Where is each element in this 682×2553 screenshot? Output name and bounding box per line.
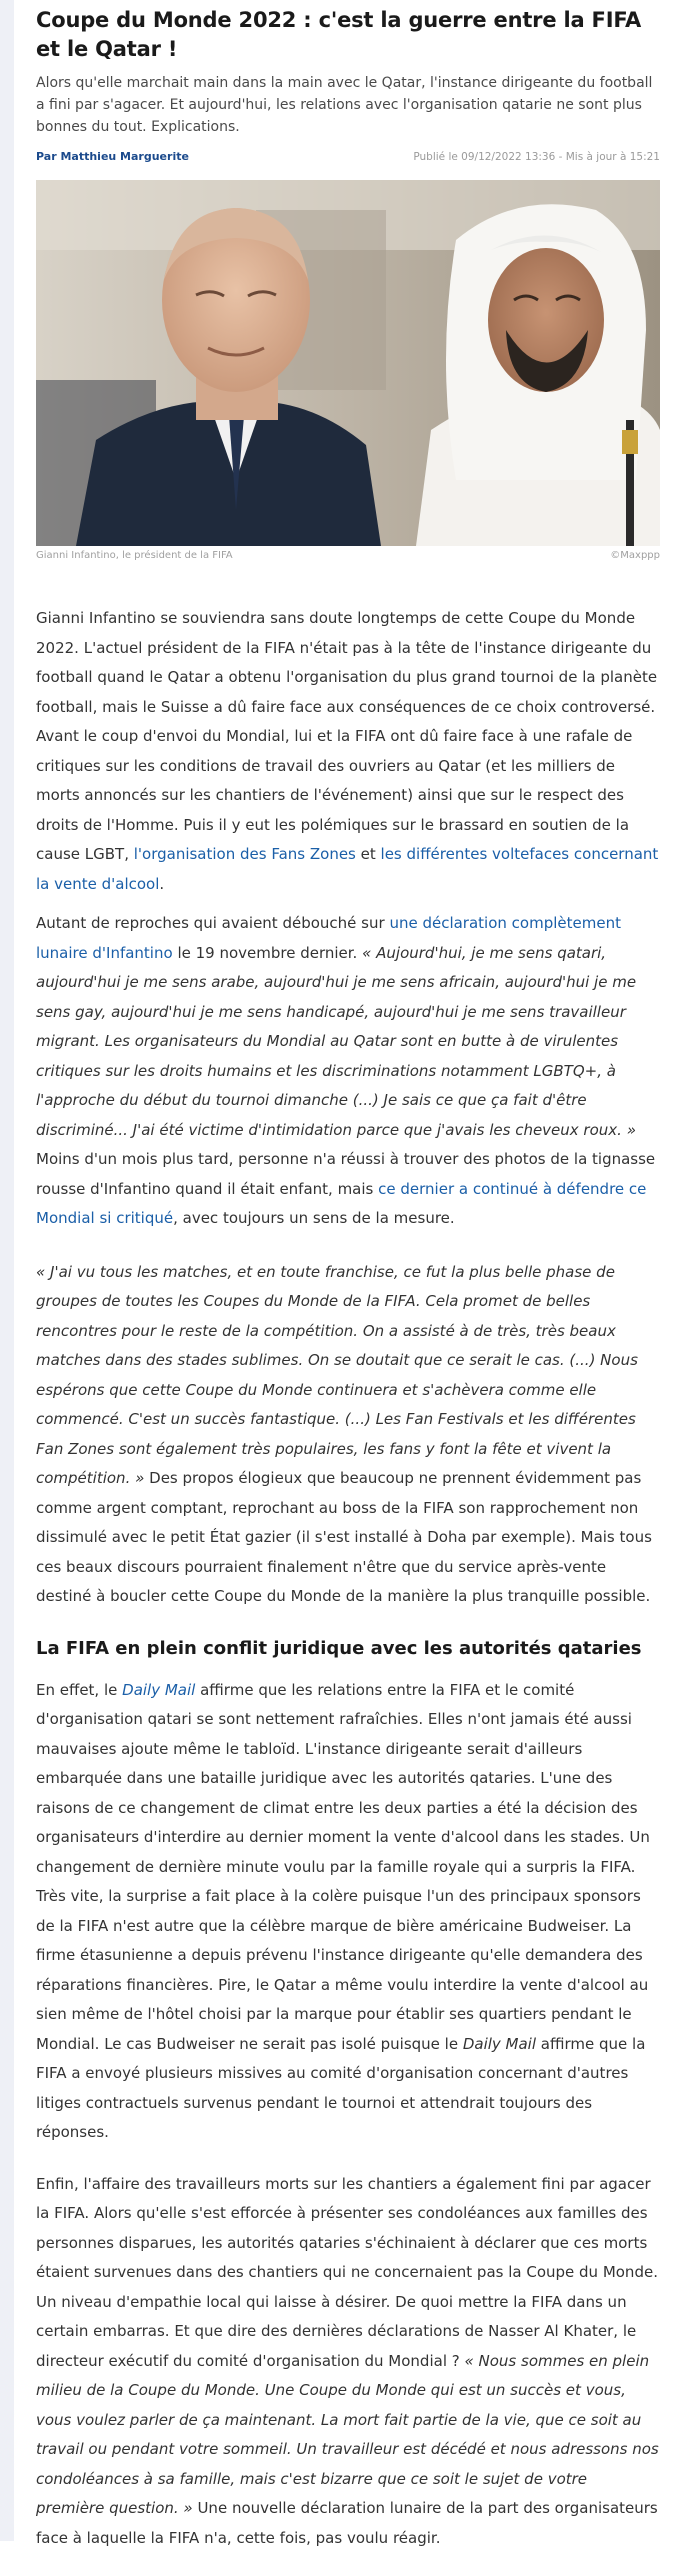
- hero-photo: [36, 180, 660, 546]
- link-daily-mail[interactable]: [122, 1681, 195, 1699]
- image-credit: ©Maxppp: [610, 550, 660, 564]
- al-khater-quote: « Nous sommes en plein milieu de la Coupe du Monde. Une Coupe du Monde qui est un succès et vous, vous voulez parler de ça maintenant. La mort fait partie de la vie, que ce soit au travail ou pendant votre sommeil. Un travailleur est décédé et nous adressons nos condoléances à sa famille, mais c'est bizarre que ce soit le sujet de votre première question. »: [36, 2352, 659, 2518]
- paragraph-4-text-b: affirme que les relations entre la FIFA et le comité d'organisation qatari se sont nettement rafraîchies. Elles n'ont jamais été aussi mauvaises ajoute même le tabloïd. L'instance dirigeante serait d'ailleurs embarquée dans une bataille juridique avec les autorités qataries. L'une des raisons de ce changement de climat entre les deux parties a été la décision des organisateurs d'interdire au dernier moment la vente d'alcool dans les stades. Un changement de dernière minute voulu par la famille royale qui a surpris la FIFA. Très vite, la surprise a fait place à la colère puisque l'un des principaux sponsors de la FIFA n'est autre que la célèbre marque de bière américaine Budweiser. La firme étasunienne a depuis prévenu l'instance dirigeante qu'elle demandera des réparations financières. Pire, le Qatar a même voulu interdire la vente d'alcool au sien même de l'hôtel choisi par la marque pour établir ses quartiers pendant le Mondial. Le cas Budweiser ne serait pas isolé puisque le: [36, 1681, 650, 2053]
- paragraph-4-text-c: affirme que la FIFA a envoyé plusieurs missives au comité d'organisation concernant d'autres litiges contractuels survenus pendant le tournoi et attendrait toujours des réponses.: [36, 2035, 645, 2142]
- paragraph-3-text: Des propos élogieux que beaucoup ne prennent évidemment pas comme argent comptant, reprochant au boss de la FIFA son rapprochement non dissimulé avec le petit État gazier (il s'est installé à Doha par exemple). Mais tous ces beaux discours pourraient finalement n'être que du service après-vente destiné à boucler cette Coupe du Monde de la manière la plus tranquille possible.: [36, 1469, 652, 1605]
- author-link[interactable]: Matthieu Marguerite: [60, 150, 188, 163]
- link-defended-world-cup[interactable]: ce dernier a continué à défendre ce Mondial si critiqué: [36, 1180, 646, 1228]
- paragraph-2-text-c: Moins d'un mois plus tard, personne n'a réussi à trouver des photos de la tignasse rousse d'Infantino quand il était enfant, mais: [36, 1150, 655, 1198]
- daily-mail-mention: Daily Mail: [463, 2035, 536, 2053]
- paragraph-3: [36, 1258, 660, 1612]
- article-lead: Alors qu'elle marchait main dans la main avec le Qatar, l'instance dirigeante du football a fini par s'agacer. Et aujourd'hui, les relations avec l'organisation qatarie ne sont plus bonnes du tout. Explications.: [36, 72, 660, 138]
- section-heading: La FIFA en plein conflit juridique avec les autorités qataries: [36, 1636, 660, 1662]
- paragraph-2-text-d: , avec toujours un sens de la mesure.: [173, 1209, 455, 1227]
- paragraph-5: [36, 2170, 660, 2553]
- image-caption-row: [36, 550, 660, 564]
- left-rail: [0, 0, 14, 2541]
- article-meta: [36, 150, 660, 168]
- author-byline: [36, 150, 189, 163]
- paragraph-1-text-b: et: [356, 845, 381, 863]
- paragraph-1-text-c: .: [159, 875, 164, 893]
- publish-dates: Publié le 09/12/2022 13:36 - Mis à jour à 15:21: [413, 151, 660, 163]
- article-title: Coupe du Monde 2022 : c'est la guerre entre la FIFA et le Qatar !: [36, 6, 660, 64]
- paragraph-5-text-a: Enfin, l'affaire des travailleurs morts sur les chantiers a également fini par agacer la FIFA. Alors qu'elle s'est efforcée à présenter ses condoléances aux familles des personnes disparues, les autorités qataries s'échinaient à déclarer que ces morts étaient survenues dans des chantiers qui ne concernaient pas la Coupe du Monde. Un niveau d'empathie local qui laisse à désirer. De quoi mettre la FIFA dans un certain embarras. Et que dire des dernières déclarations de Nasser Al Khater, le directeur exécutif du comité d'organisation du Mondial ?: [36, 2175, 658, 2370]
- infantino-group-stage-quote: « J'ai vu tous les matches, et en toute franchise, ce fut la plus belle phase de groupes de toutes les Coupes du Monde de la FIFA. Cela promet de belles rencontres pour le reste de la compétition. On a assisté à de très, très beaux matches dans des stades sublimes. On se doutait que ce serait le cas. (...) Nous espérons que cette Coupe du Monde continuera et s'achèvera comme elle commencé. C'est un succès fantastique. (...) Les Fan Festivals et les différentes Fan Zones sont également très populaires, les fans y font la fête et vivent la compétition. »: [36, 1263, 638, 1488]
- paragraph-4: [36, 1676, 660, 2148]
- paragraph-2: [36, 909, 660, 1234]
- article: [36, 0, 660, 2553]
- link-infantino-declaration[interactable]: une déclaration complètement lunaire d'Infantino: [36, 914, 621, 962]
- image-caption: Gianni Infantino, le président de la FIFA: [36, 550, 233, 564]
- paragraph-2-text-a: Autant de reproches qui avaient débouché sur: [36, 914, 389, 932]
- infantino-quote: « Aujourd'hui, je me sens qatari, aujourd'hui je me sens arabe, aujourd'hui je me sens africain, aujourd'hui je me sens gay, aujourd'hui je me sens handicapé, aujourd'hui je me sens travailleur migrant. Les organisateurs du Mondial au Qatar sont en butte à de virulentes critiques sur les droits humains et les discriminations notamment LGBTQ+, à l'approche du début du tournoi dimanche (...) Je sais ce que ça fait d'être discriminé... J'ai été victime d'intimidation parce que j'avais les cheveux roux. »: [36, 944, 636, 1139]
- paragraph-5-text-b: Une nouvelle déclaration lunaire de la part des organisateurs face à laquelle la FIFA n'a, cette fois, pas voulu réagir.: [36, 2499, 658, 2547]
- author-prefix: Par: [36, 150, 60, 163]
- link-fan-zones[interactable]: l'organisation des Fans Zones: [134, 845, 356, 863]
- paragraph-4-text-a: En effet, le: [36, 1681, 122, 1699]
- paragraph-1-text-a: Gianni Infantino se souviendra sans doute longtemps de cette Coupe du Monde 2022. L'actuel président de la FIFA n'était pas à la tête de l'instance dirigeante du football quand le Qatar a obtenu l'organisation du plus grand tournoi de la planète football, mais le Suisse a dû faire face aux conséquences de ce choix controversé. Avant le coup d'envoi du Mondial, lui et la FIFA ont dû faire face à une rafale de critiques sur les conditions de travail des ouvriers au Qatar (et les milliers de morts annoncés sur les chantiers de l'événement) ainsi que sur le respect des droits de l'Homme. Puis il y eut les polémiques sur le brassard en soutien de la cause LGBT,: [36, 609, 657, 863]
- link-alcohol-reversals[interactable]: les différentes voltefaces concernant la vente d'alcool: [36, 845, 658, 893]
- paragraph-2-text-b: le 19 novembre dernier.: [173, 944, 362, 962]
- hero-image: [36, 180, 660, 546]
- daily-mail-link-label: Daily Mail: [122, 1681, 195, 1699]
- paragraph-1: [36, 604, 660, 899]
